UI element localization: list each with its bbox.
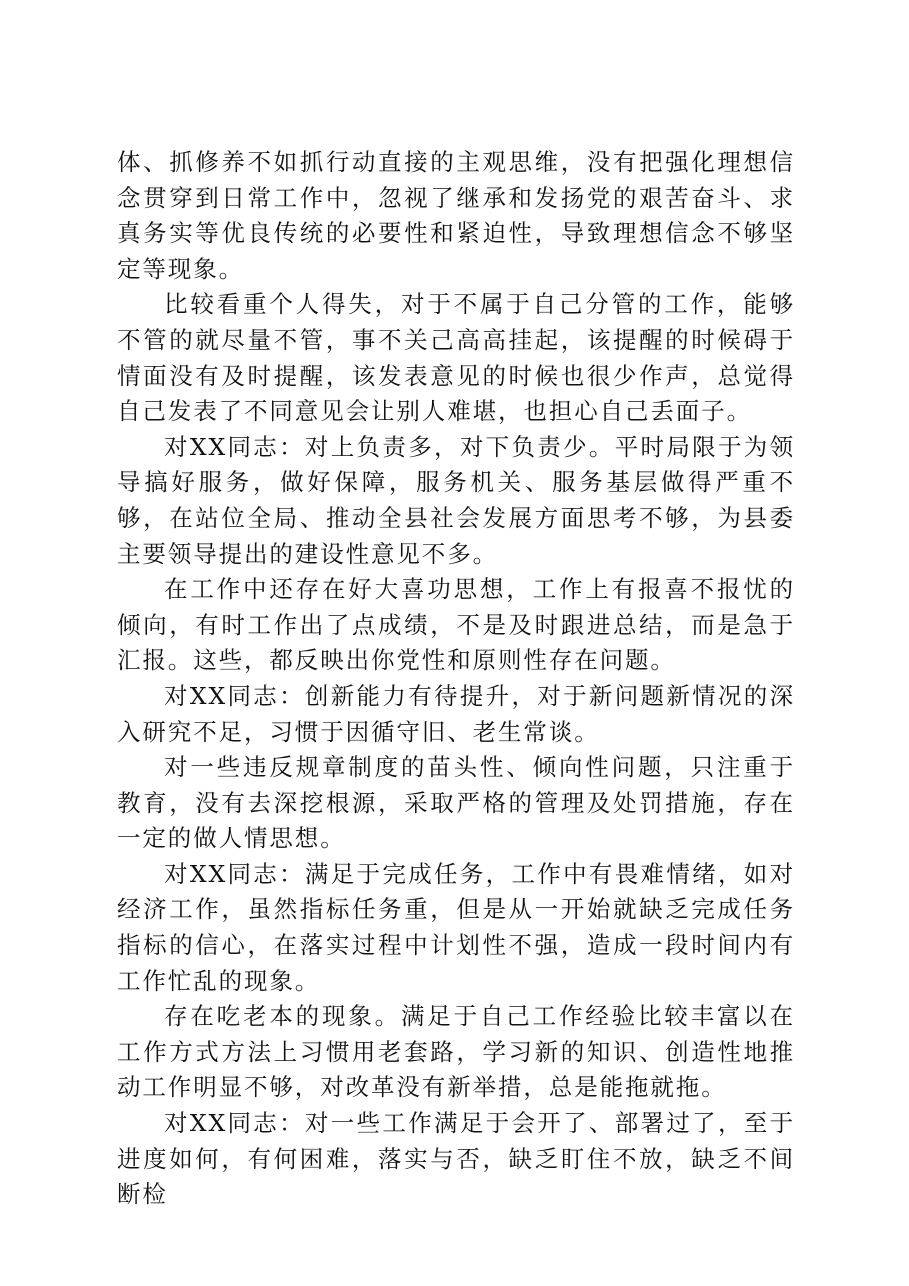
- paragraph: 对XX同志：满足于完成任务，工作中有畏难情绪，如对经济工作，虽然指标任务重，但是从一开始就缺乏完成任务指标的信心，在落实过程中计划性不强，造成一段时间内有工作忙乱的现象。: [117, 859, 795, 995]
- paragraph: 对XX同志：创新能力有待提升，对于新问题新情况的深入研究不足，习惯于因循守旧、老生常谈。: [117, 681, 795, 746]
- paragraph: 在工作中还存在好大喜功思想，工作上有报喜不报忧的倾向，有时工作出了点成绩，不是及时跟进总结，而是急于汇报。这些，都反映出你党性和原则性存在问题。: [117, 575, 795, 675]
- document-body: [117, 145, 795, 1213]
- paragraph: 对XX同志：对一些工作满足于会开了、部署过了，至于进度如何，有何困难，落实与否，缺乏盯住不放，缺乏不间断检: [117, 1109, 795, 1209]
- paragraph: 对一些违反规章制度的苗头性、倾向性问题，只注重于教育，没有去深挖根源，采取严格的管理及处罚措施，存在一定的做人情思想。: [117, 753, 795, 853]
- paragraph: 存在吃老本的现象。满足于自己工作经验比较丰富以在工作方式方法上习惯用老套路，学习新的知识、创造性地推动工作明显不够，对改革没有新举措，总是能拖就拖。: [117, 1002, 795, 1102]
- paragraph-continued: 体、抓修养不如抓行动直接的主观思维，没有把强化理想信念贯穿到日常工作中，忽视了继承和发扬党的艰苦奋斗、求真务实等优良传统的必要性和紧迫性，导致理想信念不够坚定等现象。: [117, 148, 795, 283]
- paragraph: 比较看重个人得失，对于不属于自己分管的工作，能够不管的就尽量不管，事不关己高高挂起，该提醒的时候碍于情面没有及时提醒，该发表意见的时候也很少作声，总觉得自己发表了不同意见会让别人难堪，也担心自己丢面子。: [117, 290, 795, 426]
- paragraph: 对XX同志：对上负责多，对下负责少。平时局限于为领导搞好服务，做好保障，服务机关、服务基层做得严重不够，在站位全局、推动全县社会发展方面思考不够，为县委主要领导提出的建设性意见不多。: [117, 432, 795, 568]
